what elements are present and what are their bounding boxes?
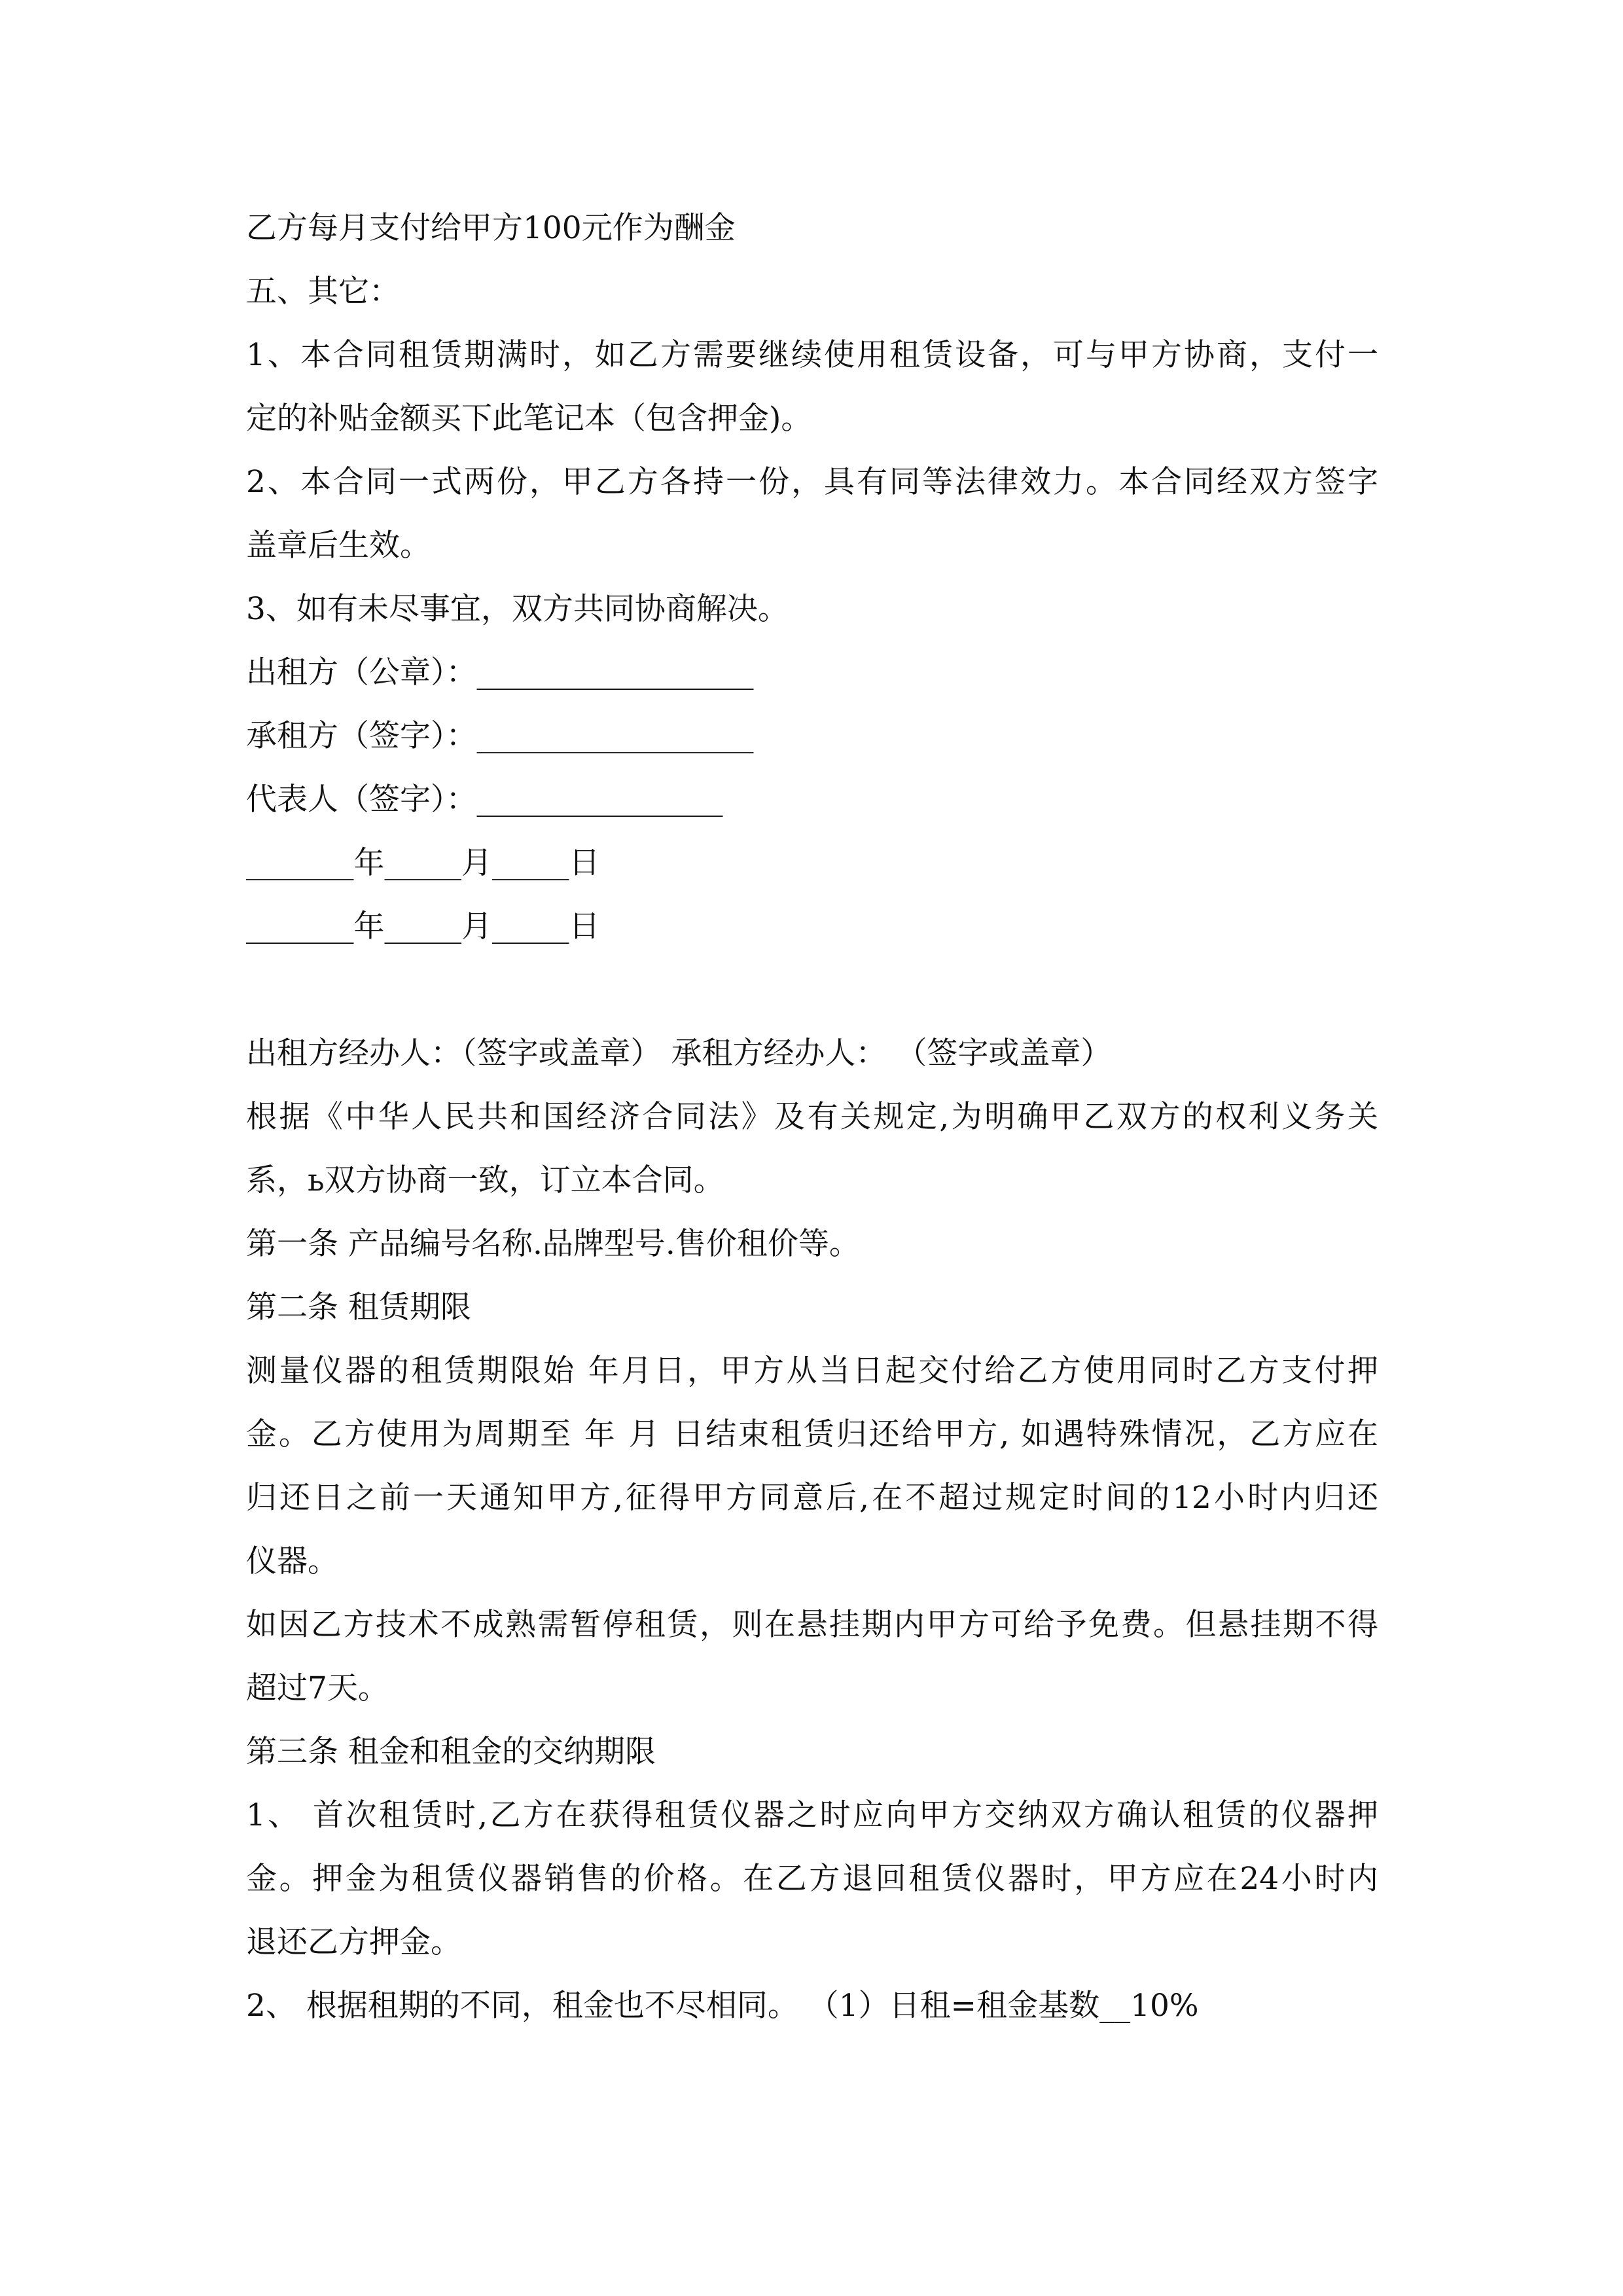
blank-line (246, 958, 1378, 1022)
text-line: 金。乙方使用为周期至 年 月 日结束租赁归还给甲方, 如遇特殊情况，乙方应在 (246, 1416, 1378, 1452)
text-line: 1、本合同租赁期满时，如乙方需要继续使用租赁设备，可与甲方协商，支付一 (246, 337, 1378, 373)
text-line: 退还乙方押金。 (246, 1924, 461, 1960)
text-line: 3、如有未尽事宜，双方共同协商解决。 (246, 591, 789, 627)
text-line: 归还日之前一天通知甲方,征得甲方同意后,在不超过规定时间的12小时内归还 (246, 1480, 1378, 1516)
text-line: 根据《中华人民共和国经济合同法》及有关规定,为明确甲乙双方的权利义务关 (246, 1099, 1378, 1135)
text-line: 盖章后生效。 (246, 528, 431, 564)
text-line: 超过7天。 (246, 1670, 389, 1706)
document-body (246, 196, 1378, 2037)
text-line: 系，ь双方协商一致，订立本合同。 (246, 1162, 724, 1198)
agents-signature-line: 出租方经办人：（签字或盖章） 承租方经办人： （签字或盖章） (246, 1035, 1112, 1071)
lessor-signature-line: 出租方（公章）：__________________ (246, 655, 754, 691)
text-line: 仪器。 (246, 1543, 338, 1579)
text-line: 乙方每月支付给甲方100元作为酬金 (246, 210, 736, 246)
text-line: 金。押金为租赁仪器销售的价格。在乙方退回租赁仪器时，甲方应在24小时内 (246, 1861, 1378, 1897)
article-heading: 第三条 租金和租金的交纳期限 (246, 1734, 656, 1770)
text-line: 2、 根据租期的不同，租金也不尽相同。 （1）日租=租金基数__10% (246, 1988, 1199, 2024)
article-heading: 第二条 租赁期限 (246, 1289, 471, 1325)
section-heading: 五、其它： (246, 274, 400, 310)
article-heading: 第一条 产品编号名称.品牌型号.售价租价等。 (246, 1226, 860, 1262)
text-line: 2、本合同一式两份，甲乙方各持一份，具有同等法律效力。本合同经双方签字 (246, 464, 1378, 500)
text-line: 如因乙方技术不成熟需暂停租赁，则在悬挂期内甲方可给予免费。但悬挂期不得 (246, 1607, 1378, 1643)
text-line: 1、 首次租赁时,乙方在获得租赁仪器之时应向甲方交纳双方确认租赁的仪器押 (246, 1797, 1378, 1833)
date-line: _______年_____月_____日 (246, 908, 600, 944)
text-line: 测量仪器的租赁期限始 年月日，甲方从当日起交付给乙方使用同时乙方支付押 (246, 1353, 1378, 1389)
representative-signature-line: 代表人（签字）：________________ (246, 781, 723, 817)
lessee-signature-line: 承租方（签字）：__________________ (246, 718, 754, 754)
text-line: 定的补贴金额买下此笔记本（包含押金)。 (246, 401, 812, 437)
date-line: _______年_____月_____日 (246, 845, 600, 881)
